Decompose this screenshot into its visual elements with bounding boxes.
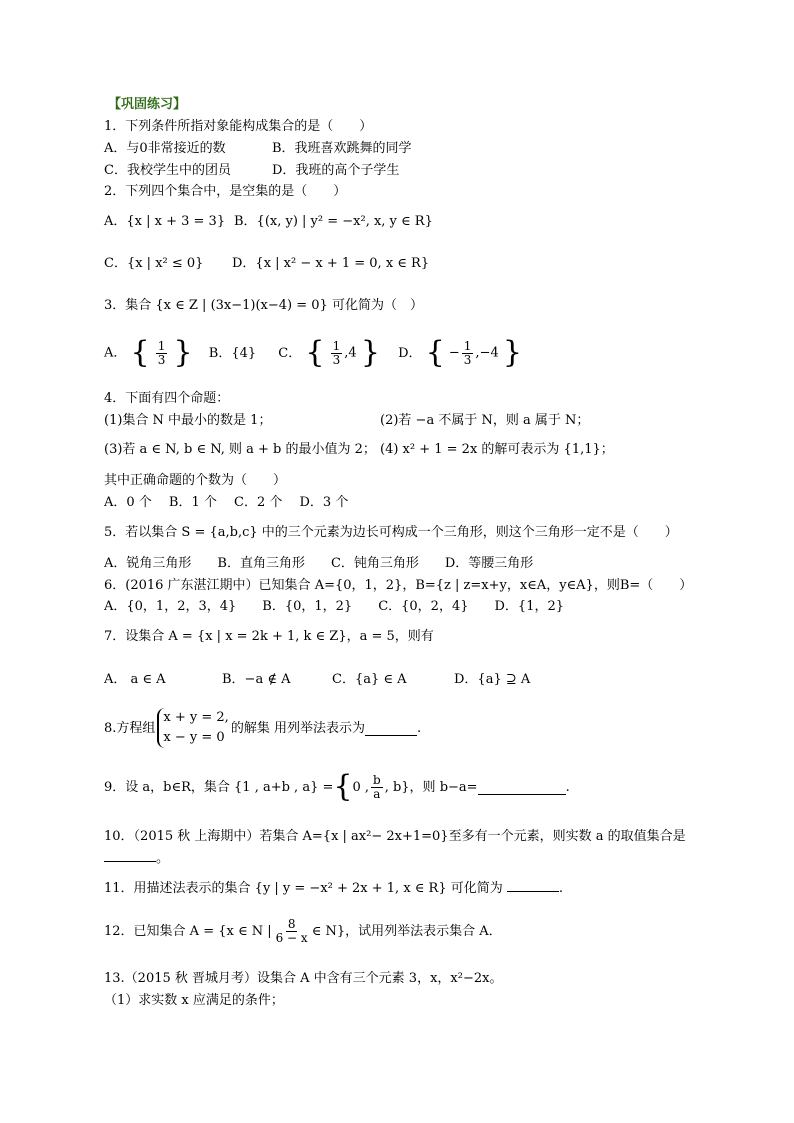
q2-option-b: B．{(x, y) | y² = −x², x, y ∈ R} (234, 214, 433, 229)
left-brace-icon: { (333, 769, 353, 804)
q6-stem: 6．(2016 广东湛江期中）已知集合 A={0，1，2}，B={z | z=x+y，x∈A，y∈A}，则B=（ ） (104, 578, 693, 593)
q9-prefix: 9．设 a，b∈R，集合 {1 , a+b , a} = (104, 779, 334, 795)
q1-option-c: C．我校学生中的团员 (104, 163, 231, 178)
q5-stem: 5．若以集合 S = {a,b,c} 中的三个元素为边长可构成一个三角形，则这个三角形一定不是（ ） (104, 525, 678, 540)
q2-option-d: D．{x | x² − x + 1 = 0, x ∈ R} (232, 256, 430, 271)
section-title: 【巩固练习】 (108, 97, 187, 112)
q10-answer-blank[interactable] (104, 848, 156, 862)
fraction-8-over-6-minus-x: $\frac{8}{6 - x}$ (275, 917, 308, 945)
q8-answer-blank[interactable] (365, 721, 417, 736)
q4-proposition-4: (4) x² + 1 = 2x 的解可表示为 {1,1}； (380, 442, 614, 457)
q7-option-d: D．{a} ⊇ A (454, 672, 531, 687)
q2-stem: 2．下列四个集合中，是空集的是（ ） (104, 184, 347, 199)
q5-options: A．锐角三角形 B．直角三角形 C．钝角三角形 D．等腰三角形 (104, 556, 534, 571)
q8-prefix: 8.方程组 (104, 720, 156, 736)
q8-line: 8.方程组 x + y = 2, x − y = 0 的解集 用列举法表示为 . (104, 708, 421, 748)
q1-option-b: B．我班喜欢跳舞的同学 (272, 141, 412, 156)
q7-option-a: A． a ∈ A (104, 672, 166, 687)
q10-line1: 10．（2015 秋 上海期中）若集合 A={x | ax²− 2x+1=0}至多有一个元素，则实数 a 的取值集合是 (104, 829, 686, 844)
fraction-one-third: $\frac{1}{3}$ (332, 338, 341, 367)
fraction-one-third: $\frac{1}{3}$ (157, 338, 166, 367)
q8-equation-2: x − y = 0 (163, 730, 225, 745)
right-brace-icon: } (360, 335, 380, 370)
q11-line: 11．用描述法表示的集合 {y | y = −x² + 2x + 1, x ∈ R} 可化简为 . (104, 878, 563, 897)
q3-options: A． { $\frac{1}{3}$ } B．{4} C． { $\frac{1}{3}$ ,4 } D． { − $\frac{1}{3}$ ,−4 } (104, 335, 522, 370)
q4-proposition-1: (1)集合 N 中最小的数是 1； (104, 413, 272, 428)
q2-option-c: C．{x | x² ≤ 0} (104, 256, 204, 271)
q11-answer-blank[interactable] (507, 878, 559, 892)
q9-answer-blank[interactable] (478, 780, 566, 795)
q4-proposition-3: (3)若 a ∈ N, b ∈ N, 则 a + b 的最小值为 2； (104, 442, 376, 457)
q3-option-c-label: C． (278, 345, 302, 361)
q2-option-a: A．{x | x + 3 = 3} (104, 214, 226, 229)
q12-line: 12．已知集合 A = {x ∈ N | $\frac{8}{6 - x}$ ∈ N}，试用列举法表示集合 A． (104, 917, 502, 945)
q8-suffix: 的解集 用列举法表示为 (230, 720, 365, 736)
fraction-one-third: $\frac{1}{3}$ (463, 338, 472, 367)
q3-option-b: B．{4} (208, 345, 257, 361)
q10-line2: 。 (104, 848, 169, 867)
q3-stem: 3．集合 {x ∈ Z | (3x−1)(x−4) = 0} 可化简为（ ） (104, 298, 423, 313)
q8-equation-1: x + y = 2, (163, 710, 229, 725)
q1-stem: 1．下列条件所指对象能构成集合的是（ ） (104, 119, 373, 134)
fraction-b-over-a: $\frac{b}{a}$ (373, 772, 381, 801)
q7-option-b: B．−a ∉ A (222, 672, 291, 687)
right-brace-icon: } (173, 335, 193, 370)
q3-option-a-label: A． (104, 345, 127, 361)
q4-ask: 其中正确命题的个数为（ ） (104, 473, 287, 488)
left-brace-icon: { (130, 335, 150, 370)
equation-system (157, 708, 228, 748)
q4-stem: 4．下面有四个命题： (104, 391, 230, 406)
q3-option-d-label: D． (398, 345, 422, 361)
q1-option-a: A．与0非常接近的数 (104, 141, 226, 156)
q9-line: 9．设 a，b∈R，集合 {1 , a+b , a} = { 0 , $\frac{b}{a}$ , b}，则 b−a= . (104, 769, 570, 804)
q7-option-c: C．{a} ∈ A (332, 672, 407, 687)
left-brace-icon: { (425, 335, 445, 370)
q13-sub1: （1）求实数 x 应满足的条件； (104, 993, 284, 1008)
q7-stem: 7．设集合 A = {x | x = 2k + 1, k ∈ Z}，a = 5，则有 (104, 629, 434, 644)
left-brace-icon: { (305, 335, 325, 370)
q13-stem: 13.（2015 秋 晋城月考）设集合 A 中含有三个元素 3，x，x²−2x。 (104, 971, 503, 986)
q4-options: A．0 个 B．1 个 C．2 个 D．3 个 (104, 495, 349, 510)
q1-option-d: D．我班的高个子学生 (272, 163, 400, 178)
q6-options: A．{0，1，2，3，4} B．{0，1，2} C．{0，2，4} D．{1，2} (104, 599, 565, 614)
q4-proposition-2: (2)若 −a 不属于 N，则 a 属于 N； (380, 413, 590, 428)
right-brace-icon: } (502, 335, 522, 370)
